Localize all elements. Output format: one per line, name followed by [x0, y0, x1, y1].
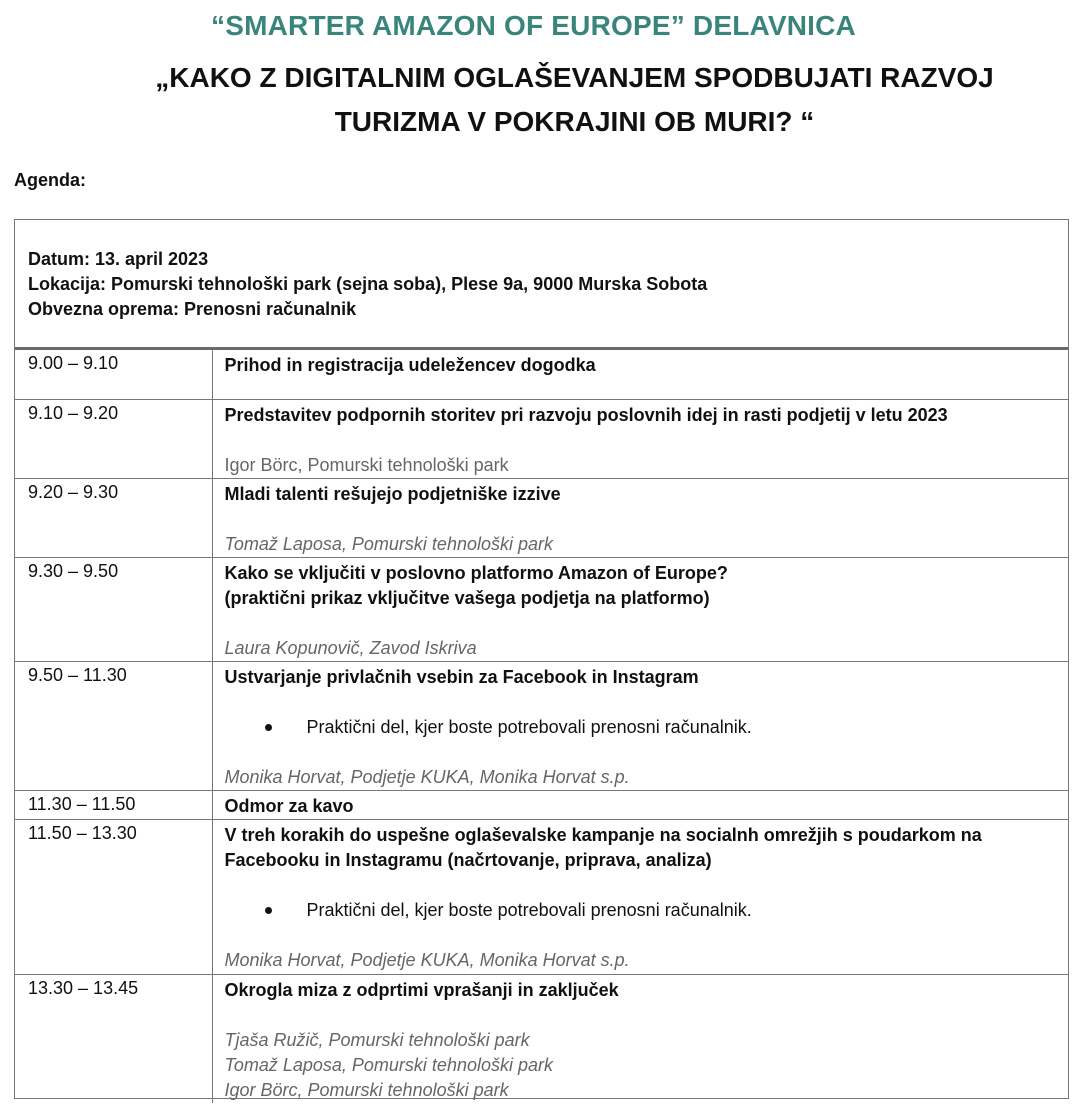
session-title: Prihod in registracija udeležencev dogodka — [224, 355, 596, 375]
session-content — [212, 661, 1068, 790]
bullet-dot-icon — [265, 724, 272, 731]
session-content — [212, 478, 1068, 557]
schedule-table — [15, 350, 1068, 1103]
session-title: Odmor za kavo — [224, 795, 354, 816]
session-title: Predstavitev podpornih storitev pri razvoju poslovnih idej in rasti podjetij v letu 2023 — [224, 404, 948, 425]
session-title-line-2: Facebooku in Instagramu (načrtovanje, priprava, analiza) — [224, 849, 712, 870]
session-bullet — [225, 715, 1069, 740]
subtitle-line-2: TURIZMA V POKRAJINI OB MURI? “ — [334, 106, 815, 137]
bullet-dot-icon — [265, 907, 272, 914]
session-content — [212, 819, 1068, 974]
session-speaker: Igor Börc, Pomurski tehnološki park — [224, 454, 509, 475]
agenda-table — [14, 219, 1069, 1099]
session-title: Okrogla miza z odprtimi vprašanji in zaključek — [224, 979, 619, 1000]
session-time: 11.50 – 13.30 — [15, 819, 212, 974]
table-row — [15, 350, 1068, 399]
event-date: Datum: 13. april 2023 — [28, 249, 209, 269]
agenda-heading: Agenda: — [14, 170, 86, 190]
session-time: 9.00 – 9.10 — [15, 350, 212, 399]
bullet-text: Praktični del, kjer boste potrebovali prenosni računalnik. — [306, 899, 752, 920]
workshop-subtitle — [0, 56, 1079, 144]
session-speaker: Igor Börc, Pomurski tehnološki park — [224, 1079, 509, 1100]
session-speaker: Monika Horvat, Podjetje KUKA, Monika Horvat s.p. — [224, 766, 630, 787]
event-info — [15, 220, 1068, 350]
session-content — [212, 790, 1068, 819]
session-title: Ustvarjanje privlačnih vsebin za Facebook in Instagram — [224, 666, 699, 687]
session-speaker: Tomaž Laposa, Pomurski tehnološki park — [224, 1054, 553, 1075]
event-location: Lokacija: Pomurski tehnološki park (sejna soba), Plese 9a, 9000 Murska Sobota — [28, 274, 708, 294]
table-row — [15, 974, 1068, 1103]
session-content — [212, 974, 1068, 1103]
session-bullet — [225, 898, 1069, 923]
session-title: Kako se vključiti v poslovno platformo Amazon of Europe? — [224, 562, 728, 583]
session-speaker: Tjaša Ružič, Pomurski tehnološki park — [224, 1029, 530, 1050]
session-title: Mladi talenti rešujejo podjetniške izzive — [224, 483, 561, 504]
table-row — [15, 790, 1068, 819]
table-row — [15, 819, 1068, 974]
subtitle-line-1: „KAKO Z DIGITALNIM OGLAŠEVANJEM SPODBUJATI RAZVOJ — [155, 62, 994, 93]
session-time: 9.10 – 9.20 — [15, 399, 212, 478]
session-speaker: Monika Horvat, Podjetje KUKA, Monika Horvat s.p. — [224, 949, 630, 970]
session-title: V treh korakih do uspešne oglaševalske kampanje na socialnh omrežjih s poudarkom na — [224, 824, 982, 845]
session-speaker: Laura Kopunovič, Zavod Iskriva — [224, 637, 477, 658]
session-title-line-2: (praktični prikaz vključitve vašega podjetja na platformo) — [224, 587, 710, 608]
session-time: 9.50 – 11.30 — [15, 661, 212, 790]
event-equipment: Obvezna oprema: Prenosni računalnik — [28, 299, 357, 319]
session-content — [212, 399, 1068, 478]
workshop-title: “SMARTER AMAZON OF EUROPE” DELAVNICA — [211, 10, 856, 41]
table-row — [15, 557, 1068, 661]
session-speaker: Tomaž Laposa, Pomurski tehnološki park — [224, 533, 553, 554]
session-time: 11.30 – 11.50 — [15, 790, 212, 819]
table-row — [15, 661, 1068, 790]
session-time: 13.30 – 13.45 — [15, 974, 212, 1103]
table-row — [15, 399, 1068, 478]
table-row — [15, 478, 1068, 557]
session-time: 9.20 – 9.30 — [15, 478, 212, 557]
bullet-text: Praktični del, kjer boste potrebovali prenosni računalnik. — [306, 716, 752, 737]
session-content — [212, 350, 1068, 399]
session-content — [212, 557, 1068, 661]
session-time: 9.30 – 9.50 — [15, 557, 212, 661]
